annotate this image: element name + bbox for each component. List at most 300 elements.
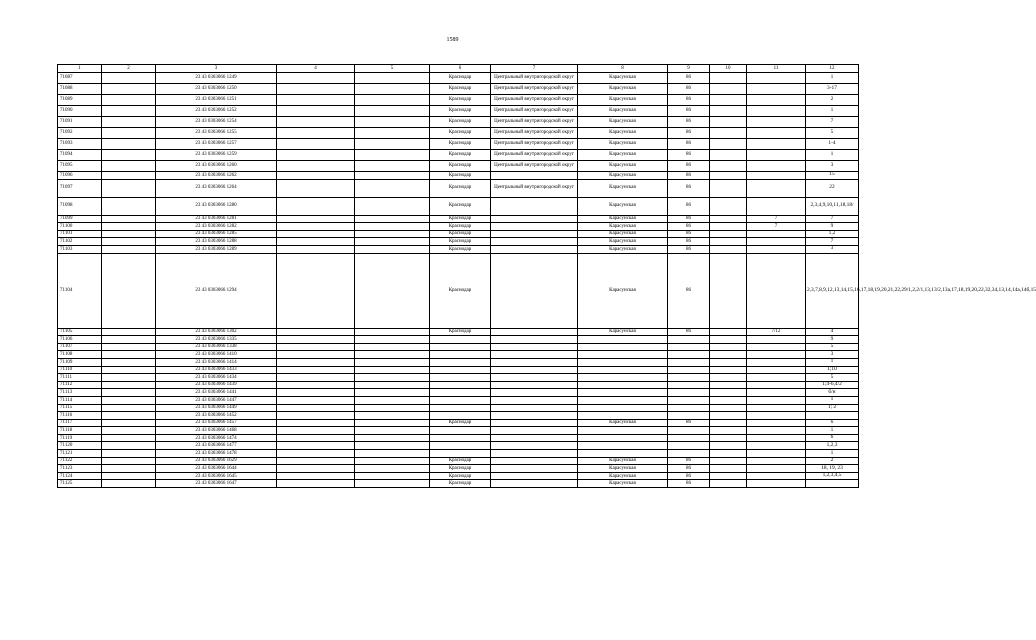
cell-c11 [747,404,806,412]
cell-c10 [710,336,747,344]
cell-c7 [491,223,578,231]
table-row [58,253,859,328]
cell-c3: 23 43 0303066 1647 [156,480,277,488]
cell-c6: Краснодар [430,328,491,336]
cell-c4 [277,128,355,139]
cell-c7 [491,253,578,328]
cell-c2 [102,336,156,344]
table-row [58,161,859,172]
cell-c4 [277,404,355,412]
cell-c12: 6 [806,434,859,442]
cell-c5 [355,480,430,488]
cell-c7 [491,434,578,442]
cell-c7: Центральный внутригородской округ [491,179,578,197]
cell-c8: Карасунская [578,457,668,465]
cell-c5 [355,404,430,412]
table-row [58,457,859,465]
cell-c11 [747,396,806,404]
cell-c6: Краснодар [430,95,491,106]
cell-c7 [491,396,578,404]
cell-c4 [277,366,355,374]
cell-c11 [747,427,806,435]
cell-c8: Карасунская [578,150,668,161]
cell-c7 [491,472,578,480]
cell-c8 [578,404,668,412]
cell-c2 [102,117,156,128]
cell-c4 [277,139,355,150]
cell-c1: 71105 [58,328,102,336]
cell-c12: 15 [806,172,859,180]
cell-c11 [747,389,806,397]
cell-c8: Карасунская [578,480,668,488]
cell-c9: 86 [668,150,710,161]
table-row [58,150,859,161]
cell-c12: 1 [806,106,859,117]
table-row [58,106,859,117]
cell-c11 [747,197,806,215]
cell-c3: 23 43 0303066 1255 [156,128,277,139]
cell-c10 [710,404,747,412]
cell-c12: 1; 2 [806,404,859,412]
cell-c8: Карасунская [578,84,668,95]
cell-c6: Краснодар [430,128,491,139]
cell-c6 [430,450,491,458]
cell-c3: 23 43 0303066 1285 [156,230,277,238]
cell-c5 [355,457,430,465]
cell-c7 [491,465,578,473]
cell-c6: Краснодар [430,230,491,238]
cell-c3: 23 43 0303066 1281 [156,215,277,223]
cell-c9: 86 [668,230,710,238]
cell-c4 [277,450,355,458]
cell-c6 [430,389,491,397]
cell-c7 [491,412,578,420]
cell-c3: 23 43 0303066 1629 [156,457,277,465]
header-col-8: 8 [578,65,668,73]
table-row [58,95,859,106]
cell-c7 [491,442,578,450]
cell-c10 [710,427,747,435]
cell-c9 [668,396,710,404]
cell-c10 [710,84,747,95]
cell-c8: Карасунская [578,117,668,128]
cell-c9 [668,412,710,420]
cell-c5 [355,84,430,95]
cell-c5 [355,358,430,366]
cell-c5 [355,253,430,328]
cell-c9: 86 [668,472,710,480]
table-row [58,396,859,404]
cell-c9 [668,389,710,397]
cell-c11 [747,358,806,366]
cell-c8: Карасунская [578,139,668,150]
cell-c8: Карасунская [578,223,668,231]
cell-c8: Карасунская [578,128,668,139]
page-number: 1589 [446,37,459,43]
cell-c4 [277,336,355,344]
table-row [58,230,859,238]
header-col-11: 11 [747,65,806,73]
cell-c9: 86 [668,161,710,172]
cell-c6: Краснодар [430,223,491,231]
cell-c1: 71087 [58,73,102,84]
cell-c11 [747,457,806,465]
cell-c9 [668,434,710,442]
cell-c6: Краснодар [430,150,491,161]
cell-c2 [102,427,156,435]
cell-c12: 4 [806,328,859,336]
cell-c6: Краснодар [430,472,491,480]
cell-c3: 23 43 0303066 1434 [156,374,277,382]
table-row [58,412,859,420]
cell-c5 [355,472,430,480]
cell-c6: Краснодар [430,84,491,95]
cell-c5 [355,245,430,253]
cell-c3: 23 43 0303066 1289 [156,245,277,253]
cell-c2 [102,179,156,197]
header-col-10: 10 [710,65,747,73]
cell-c4 [277,396,355,404]
cell-c2 [102,106,156,117]
cell-c5 [355,238,430,246]
cell-c8 [578,358,668,366]
cell-c8: Карасунская [578,419,668,427]
cell-c11: 7 [747,215,806,223]
cell-c5 [355,442,430,450]
cell-c10 [710,389,747,397]
cell-c11: 7 [747,223,806,231]
cell-c2 [102,366,156,374]
cell-c3: 23 43 0303066 1294 [156,253,277,328]
cell-c3: 23 43 0303066 1441 [156,389,277,397]
cell-c6: Краснодар [430,457,491,465]
cell-c6 [430,358,491,366]
cell-c2 [102,465,156,473]
cell-c5 [355,139,430,150]
cell-c5 [355,230,430,238]
cell-c8 [578,351,668,359]
cell-c11 [747,139,806,150]
cell-c5 [355,465,430,473]
cell-c1: 71103 [58,245,102,253]
cell-c1: 71116 [58,412,102,420]
cell-c3: 23 43 0303066 1468 [156,427,277,435]
cell-c4 [277,238,355,246]
cell-c8: Карасунская [578,161,668,172]
cell-c11 [747,95,806,106]
cell-c8: Карасунская [578,172,668,180]
cell-c8 [578,389,668,397]
header-col-2: 2 [102,65,156,73]
cell-c7: Центральный внутригородской округ [491,161,578,172]
cell-c1: 71091 [58,117,102,128]
cell-c1: 71109 [58,358,102,366]
cell-c7 [491,238,578,246]
cell-c7 [491,374,578,382]
cell-c12: 3 [806,351,859,359]
cell-c9: 86 [668,106,710,117]
cell-c9: 86 [668,480,710,488]
cell-c11 [747,419,806,427]
cell-c3: 23 43 0303066 1252 [156,106,277,117]
cell-c11 [747,253,806,328]
cell-c10 [710,161,747,172]
cell-c5 [355,328,430,336]
cell-c2 [102,472,156,480]
cell-c11 [747,343,806,351]
cell-c2 [102,480,156,488]
header-col-5: 5 [355,65,430,73]
cell-c1: 71111 [58,374,102,382]
cell-c3: 23 43 0303066 1439 [156,381,277,389]
cell-c11 [747,161,806,172]
cell-c8: Карасунская [578,253,668,328]
header-col-9: 9 [668,65,710,73]
cell-c8 [578,366,668,374]
cell-c8: Карасунская [578,106,668,117]
cell-c5 [355,117,430,128]
cell-c8 [578,374,668,382]
cell-c3: 23 43 0303066 1260 [156,161,277,172]
cell-c4 [277,343,355,351]
cell-c11 [747,73,806,84]
cell-c10 [710,117,747,128]
cell-c5 [355,106,430,117]
cell-c5 [355,427,430,435]
table-row [58,343,859,351]
cell-c9 [668,351,710,359]
table-row [58,381,859,389]
cell-c7 [491,351,578,359]
cell-c5 [355,161,430,172]
cell-c1: 71090 [58,106,102,117]
cell-c7: Центральный внутригородской округ [491,84,578,95]
cell-c1: 71088 [58,84,102,95]
cell-c10 [710,450,747,458]
cell-c7 [491,381,578,389]
cell-c5 [355,73,430,84]
cell-c5 [355,450,430,458]
cell-c4 [277,172,355,180]
cell-c12: 1 [806,150,859,161]
table-row [58,73,859,84]
cell-c4 [277,215,355,223]
cell-c10 [710,457,747,465]
cell-c1: 71094 [58,150,102,161]
cell-c10 [710,230,747,238]
cell-c10 [710,238,747,246]
cell-c6: Краснодар [430,73,491,84]
table-row [58,351,859,359]
cell-c11 [747,351,806,359]
cell-c11 [747,336,806,344]
cell-c4 [277,480,355,488]
cell-c6 [430,336,491,344]
cell-c1: 71099 [58,215,102,223]
cell-c7 [491,358,578,366]
cell-c10 [710,472,747,480]
table-row [58,358,859,366]
cell-c6: Краснодар [430,139,491,150]
cell-c2 [102,389,156,397]
cell-c6 [430,412,491,420]
cell-c5 [355,150,430,161]
cell-c2 [102,374,156,382]
cell-c8: Карасунская [578,197,668,215]
cell-c8 [578,427,668,435]
cell-c2 [102,404,156,412]
cell-c10 [710,253,747,328]
cell-c12: 1-4 [806,139,859,150]
cell-c7 [491,328,578,336]
cell-c6: Краснодар [430,106,491,117]
cell-c8 [578,442,668,450]
cell-c7 [491,389,578,397]
cell-c9: 86 [668,172,710,180]
cell-c3: 23 43 0303066 1250 [156,84,277,95]
cell-c12: 1 [806,427,859,435]
cell-c12: 1,2 [806,230,859,238]
header-col-4: 4 [277,65,355,73]
cell-c9 [668,366,710,374]
cell-c5 [355,434,430,442]
cell-c1: 71098 [58,197,102,215]
cell-c8 [578,450,668,458]
cell-c6: Краснодар [430,161,491,172]
cell-c8: Карасунская [578,95,668,106]
cell-c10 [710,396,747,404]
table-row [58,197,859,215]
table-row [58,245,859,253]
cell-c1: 71089 [58,95,102,106]
cell-c9: 86 [668,197,710,215]
cell-c3: 23 43 0303066 1254 [156,117,277,128]
cell-c5 [355,389,430,397]
cell-c4 [277,374,355,382]
header-col-12: 12 [806,65,859,73]
cell-c9: 86 [668,465,710,473]
cell-c9: 86 [668,457,710,465]
cell-c10 [710,95,747,106]
cell-c8 [578,396,668,404]
cell-c7 [491,480,578,488]
cell-c7 [491,336,578,344]
cell-c1: 71114 [58,396,102,404]
cell-c1: 71120 [58,442,102,450]
cell-c6: Краснодар [430,253,491,328]
cell-c7 [491,197,578,215]
cell-c4 [277,245,355,253]
cell-c4 [277,328,355,336]
cell-c1: 71096 [58,172,102,180]
cell-c2 [102,351,156,359]
cell-c10 [710,412,747,420]
cell-c1: 71093 [58,139,102,150]
header-col-6: 6 [430,65,491,73]
cell-c12 [806,480,859,488]
cell-c9: 86 [668,117,710,128]
cell-c12: 7 [806,215,859,223]
table-row [58,472,859,480]
cell-c1: 71102 [58,238,102,246]
cell-c7 [491,245,578,253]
cell-c1: 71122 [58,457,102,465]
table-row [58,404,859,412]
cell-c7: Центральный внутригородской округ [491,150,578,161]
cell-c3: 23 43 0303066 1410 [156,351,277,359]
cell-c11 [747,472,806,480]
cell-c2 [102,328,156,336]
cell-c12: 9 [806,223,859,231]
cell-c9 [668,358,710,366]
cell-c3: 23 43 0303066 1477 [156,442,277,450]
cell-c10 [710,351,747,359]
cell-c10 [710,358,747,366]
cell-c11 [747,230,806,238]
cell-c5 [355,95,430,106]
cell-c8 [578,336,668,344]
cell-c12: 3-17 [806,84,859,95]
cell-c1: 71118 [58,427,102,435]
cell-c1: 71097 [58,179,102,197]
cell-c9: 86 [668,95,710,106]
cell-c6: Краснодар [430,480,491,488]
cell-c2 [102,245,156,253]
table-row [58,117,859,128]
header-col-7: 7 [491,65,578,73]
cell-c12: 1,2,3 [806,442,859,450]
cell-c4 [277,358,355,366]
cell-c9 [668,442,710,450]
cell-c8 [578,434,668,442]
cell-c10 [710,223,747,231]
table-row [58,223,859,231]
cell-c4 [277,457,355,465]
cell-c9 [668,336,710,344]
cell-c4 [277,419,355,427]
cell-c1: 71106 [58,336,102,344]
cell-c2 [102,139,156,150]
cell-c11 [747,238,806,246]
cell-c12: 2,3,7,8,9,12,13,14,15,16,17,18,19,20,21,22,29/1,2,2/1,13,13/2,13a,17,18,19,20,22,32,34,13,14,14a,14б,15 [806,253,859,328]
cell-c11 [747,172,806,180]
cell-c7 [491,215,578,223]
cell-c11 [747,179,806,197]
cell-c3: 23 43 0303066 1302 [156,328,277,336]
cell-c11 [747,128,806,139]
cell-c7: Центральный внутригородской округ [491,139,578,150]
cell-c5 [355,128,430,139]
cell-c12: 6 [806,419,859,427]
cell-c4 [277,465,355,473]
cell-c10 [710,139,747,150]
cell-c6 [430,434,491,442]
cell-c2 [102,215,156,223]
cell-c7 [491,366,578,374]
cell-c10 [710,328,747,336]
cell-c11 [747,442,806,450]
cell-c2 [102,95,156,106]
cell-c11 [747,117,806,128]
cell-c2 [102,434,156,442]
table-row [58,450,859,458]
cell-c2 [102,381,156,389]
cell-c8: Карасунская [578,328,668,336]
header-col-1: 1 [58,65,102,73]
cell-c10 [710,128,747,139]
cell-c3: 23 43 0303066 1249 [156,73,277,84]
cell-c3: 23 43 0303066 1433 [156,366,277,374]
